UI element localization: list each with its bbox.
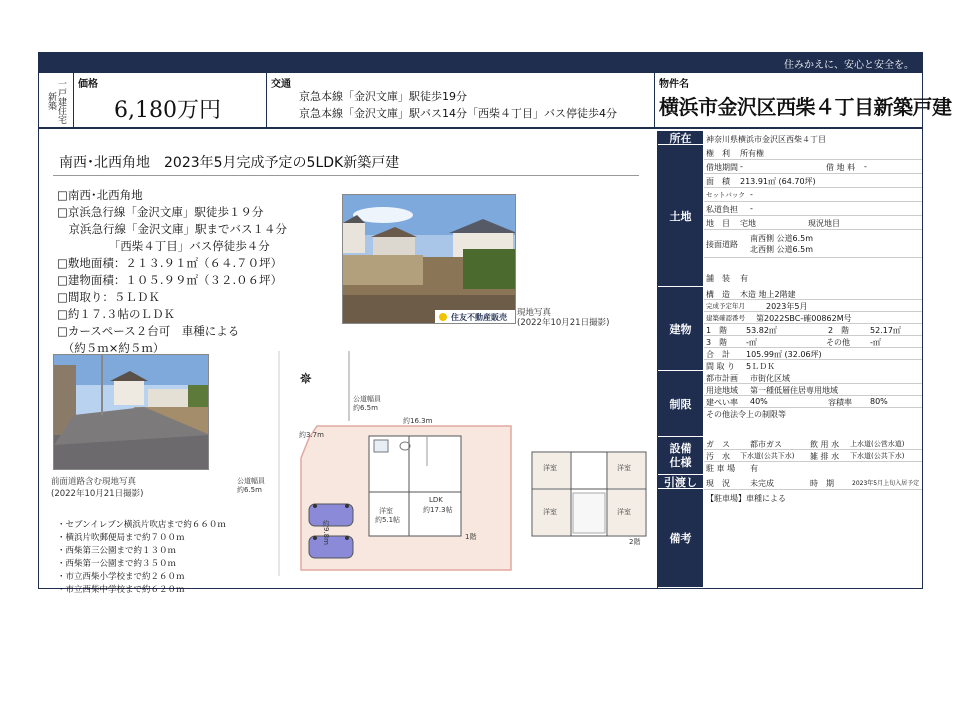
row-rule [704, 257, 922, 258]
setback-key: セットバック [706, 191, 745, 199]
row-rule [704, 323, 922, 324]
site-photo-date: (2022年10月21日撮影) [517, 318, 610, 328]
rent-key: 借 地 料 [826, 163, 856, 172]
floor1-value: 53.82㎡ [746, 326, 777, 335]
sewage-value: 下水道(公共下水) [740, 452, 795, 460]
headline: 南西･北西角地 2023年5月完成予定の5LDK新築戸建 [59, 155, 400, 171]
row-rule [704, 383, 922, 384]
facility-category [658, 437, 703, 475]
feature-item: □南西･北西角地 [57, 188, 143, 202]
layout-key: 間 取 り [706, 362, 736, 371]
row-rule [704, 461, 922, 462]
road-west-label: 公道幅員 [237, 477, 265, 485]
feature-item: □間取り：５ＬＤＫ [57, 290, 160, 304]
property-name: 横浜市金沢区西柴４丁目新築戸建 [659, 95, 952, 119]
dim-top: 約16.3m [403, 417, 433, 425]
lease-value: - [740, 162, 743, 171]
floor2-key: 2 階 [828, 326, 850, 335]
use-zone-key: 用途地域 [706, 386, 738, 395]
road-photo-label: 前面道路含む現地写真 [51, 477, 137, 487]
spec-panel [657, 131, 922, 588]
road-key: 接面道路 [706, 240, 738, 249]
private-road-value: - [750, 204, 753, 213]
parking-value: 有 [750, 464, 758, 473]
dim-diag: 約3.7m [299, 431, 324, 439]
rent-value: - [864, 162, 867, 171]
price-cell [74, 73, 267, 129]
transit-line-2: 京急本線「金沢文庫」駅バス14分「西柴４丁目」バス停徒歩4分 [299, 107, 617, 120]
room-2-label: 洋室 [543, 464, 557, 472]
gas-key: ガ ス [706, 440, 730, 449]
header-row [39, 73, 952, 129]
feature-item: （約５ｍ×約５ｍ） [57, 341, 165, 355]
parking-key: 駐 車 場 [706, 464, 736, 473]
misc-water-key: 雑 排 水 [810, 452, 840, 461]
row-rule [704, 173, 922, 174]
road-north-label: 公道幅員 [353, 395, 381, 403]
sewage-key: 汚 水 [706, 452, 730, 461]
layout-value: 5ＬＤＫ [746, 362, 776, 371]
row-rule [704, 335, 922, 336]
category-note: 現況地目 [808, 219, 840, 228]
transit-cell [267, 73, 655, 129]
notes-value: 【駐車場】車種による [706, 494, 786, 503]
row-rule [704, 449, 922, 450]
site-photo [342, 194, 516, 324]
right-key: 権 利 [706, 149, 730, 158]
feature-item: 「西柴４丁目」バス停徒歩４分 [57, 239, 270, 253]
delivery-category [658, 475, 703, 489]
completion-key: 完成予定年月 [706, 302, 745, 310]
price-label: 価格 [78, 79, 98, 90]
row-rule [704, 395, 922, 396]
restriction-category [658, 371, 703, 437]
other-restrictions: その他法令上の制限等 [706, 410, 786, 419]
row-rule [704, 347, 922, 348]
room-4-label: 洋室 [543, 508, 557, 516]
price-value: 6,180万円 [114, 98, 221, 123]
site-plan-drawing [229, 346, 529, 578]
road-west-width: 約6.5m [237, 486, 262, 494]
site-photo-label: 現地写真 [517, 308, 552, 318]
building-category [658, 287, 703, 371]
cert-value: 第2022SBC-確00862M号 [756, 314, 852, 323]
main-panel [39, 131, 655, 595]
feature-item: □敷地面積：２１３.９１㎡（６４.７０坪） [57, 256, 283, 270]
row-rule [704, 229, 922, 230]
ldk-size: 約17.3帖 [423, 506, 453, 514]
bcr-key: 建ぺい率 [706, 398, 738, 407]
site-photo-image [343, 195, 516, 324]
row-rule [704, 159, 922, 160]
city-plan-value: 市街化区域 [750, 374, 790, 383]
feature-item: □約１７.３帖のＬＤＫ [57, 307, 176, 321]
area-value: 213.91㎡ (64.70坪) [740, 177, 816, 186]
misc-water-value: 下水道(公共下水) [850, 452, 905, 460]
pavement-key: 舗 装 [706, 274, 730, 283]
other-value: -㎡ [870, 338, 881, 347]
floor-2-label: 2階 [629, 538, 641, 546]
room-1-label: 洋室 [379, 507, 393, 515]
floor2-plan [531, 451, 647, 546]
right-value: 所有権 [740, 149, 764, 158]
land-category-label: 土地 [669, 209, 692, 223]
row-rule [704, 489, 922, 490]
site-plan [229, 346, 529, 578]
nearby-item: ・市立西柴中学校まで約６２０ｍ [57, 585, 185, 595]
other-key: その他 [826, 338, 850, 347]
road-photo-date: (2022年10月21日撮影) [51, 489, 144, 499]
room-1-size: 約5.1帖 [375, 516, 401, 524]
floor-1-label: 1階 [465, 533, 477, 541]
road-value-2: 北西側 公道6.5m [750, 245, 814, 254]
bcr-value: 40% [750, 397, 768, 406]
row-rule [704, 215, 922, 216]
pavement-value: 有 [740, 274, 748, 283]
road-photo [53, 354, 209, 470]
timing-value: 2023年5月上旬入居予定 [852, 480, 920, 487]
floor3-key: 3 階 [706, 338, 728, 347]
structure-value: 木造 地上2階建 [740, 290, 796, 299]
floor2-value: 52.17㎡ [870, 326, 901, 335]
road-photo-image [54, 355, 209, 470]
land-category [658, 145, 703, 287]
use-zone-value: 第一種低層住居専用地域 [750, 386, 838, 395]
feature-item: □建物面積：１０５.９９㎡（３２.０６坪） [57, 273, 283, 287]
compass-icon: ✵ [299, 369, 313, 388]
site-photo-badge: 住友不動産販売 [451, 313, 507, 322]
feature-item: □京浜急行線「金沢文庫」駅徒歩１９分 [57, 205, 264, 219]
location-category-label: 所在 [669, 131, 692, 145]
room-3-label: 洋室 [617, 464, 631, 472]
type-cell [39, 73, 74, 129]
room-5-label: 洋室 [617, 508, 631, 516]
total-value: 105.99㎡ (32.06坪) [746, 350, 822, 359]
flyer-sheet [38, 52, 952, 595]
type-new: 新築 [46, 92, 56, 110]
cert-key: 建築確認番号 [706, 314, 745, 322]
lease-key: 借地期間 [706, 163, 738, 172]
facility-category-label: 設備仕様 [669, 441, 692, 469]
far-value: 80% [870, 397, 888, 406]
road-north-width: 約6.5m [353, 404, 378, 412]
location-category [658, 131, 703, 145]
property-label: 物件名 [659, 79, 689, 90]
brand-slogan: 住みかえに、安心と安全を。 [784, 60, 914, 71]
gas-value: 都市ガス [750, 440, 782, 449]
top-banner [39, 53, 922, 73]
row-rule [704, 299, 922, 300]
notes-category [658, 489, 703, 588]
dim-left: 約9.8m [322, 520, 330, 545]
area-key: 面 積 [706, 177, 730, 186]
row-rule [704, 407, 922, 408]
city-plan-key: 都市計画 [706, 374, 738, 383]
row-rule [704, 359, 922, 360]
ldk-label: LDK [429, 496, 443, 504]
completion-value: 2023年5月 [766, 302, 808, 311]
category-key: 地 目 [706, 219, 730, 228]
status-value: 未完成 [750, 479, 774, 488]
transit-label: 交通 [271, 79, 291, 90]
floor3-value: -㎡ [746, 338, 757, 347]
delivery-category-label: 引渡し [664, 475, 697, 489]
headline-rule [53, 175, 639, 176]
nearby-item: ・セブンイレブン横浜片吹店まで約６６０ｍ [57, 520, 226, 530]
nearby-item: ・西柴第一公園まで約３５０ｍ [57, 559, 177, 569]
far-key: 容積率 [828, 398, 852, 407]
restriction-category-label: 制限 [669, 397, 692, 411]
status-key: 現 況 [706, 479, 730, 488]
nearby-item: ・横浜片吹郵便局まで約７００ｍ [57, 533, 185, 543]
feature-item: 京浜急行線「金沢文庫」駅までバス１４分 [57, 222, 287, 236]
water-value: 上水道(公営水道) [850, 440, 905, 448]
row-rule [704, 311, 922, 312]
total-key: 合 計 [706, 350, 730, 359]
floor1-key: 1 階 [706, 326, 728, 335]
water-key: 飲 用 水 [810, 440, 840, 449]
feature-item: □カースペース２台可 車種による [57, 324, 240, 338]
property-cell [655, 73, 952, 129]
location-value: 神奈川県横浜市金沢区西柴４丁目 [706, 135, 826, 144]
nearby-item: ・西柴第三公園まで約１３０ｍ [57, 546, 177, 556]
type-label: 一戸建住宅 [56, 78, 66, 124]
transit-line-1: 京急本線「金沢文庫」駅徒歩19分 [299, 90, 467, 103]
timing-key: 時 期 [810, 479, 834, 488]
notes-category-label: 備考 [669, 532, 692, 545]
road-value-1: 南西側 公道6.5m [750, 234, 814, 243]
setback-value: - [750, 190, 753, 199]
row-rule [704, 187, 922, 188]
row-rule [704, 201, 922, 202]
structure-key: 構 造 [706, 290, 730, 299]
building-category-label: 建物 [669, 322, 692, 336]
private-road-key: 私道負担 [706, 205, 738, 214]
category-value: 宅地 [740, 219, 756, 228]
nearby-item: ・市立西柴小学校まで約２６０ｍ [57, 572, 185, 582]
